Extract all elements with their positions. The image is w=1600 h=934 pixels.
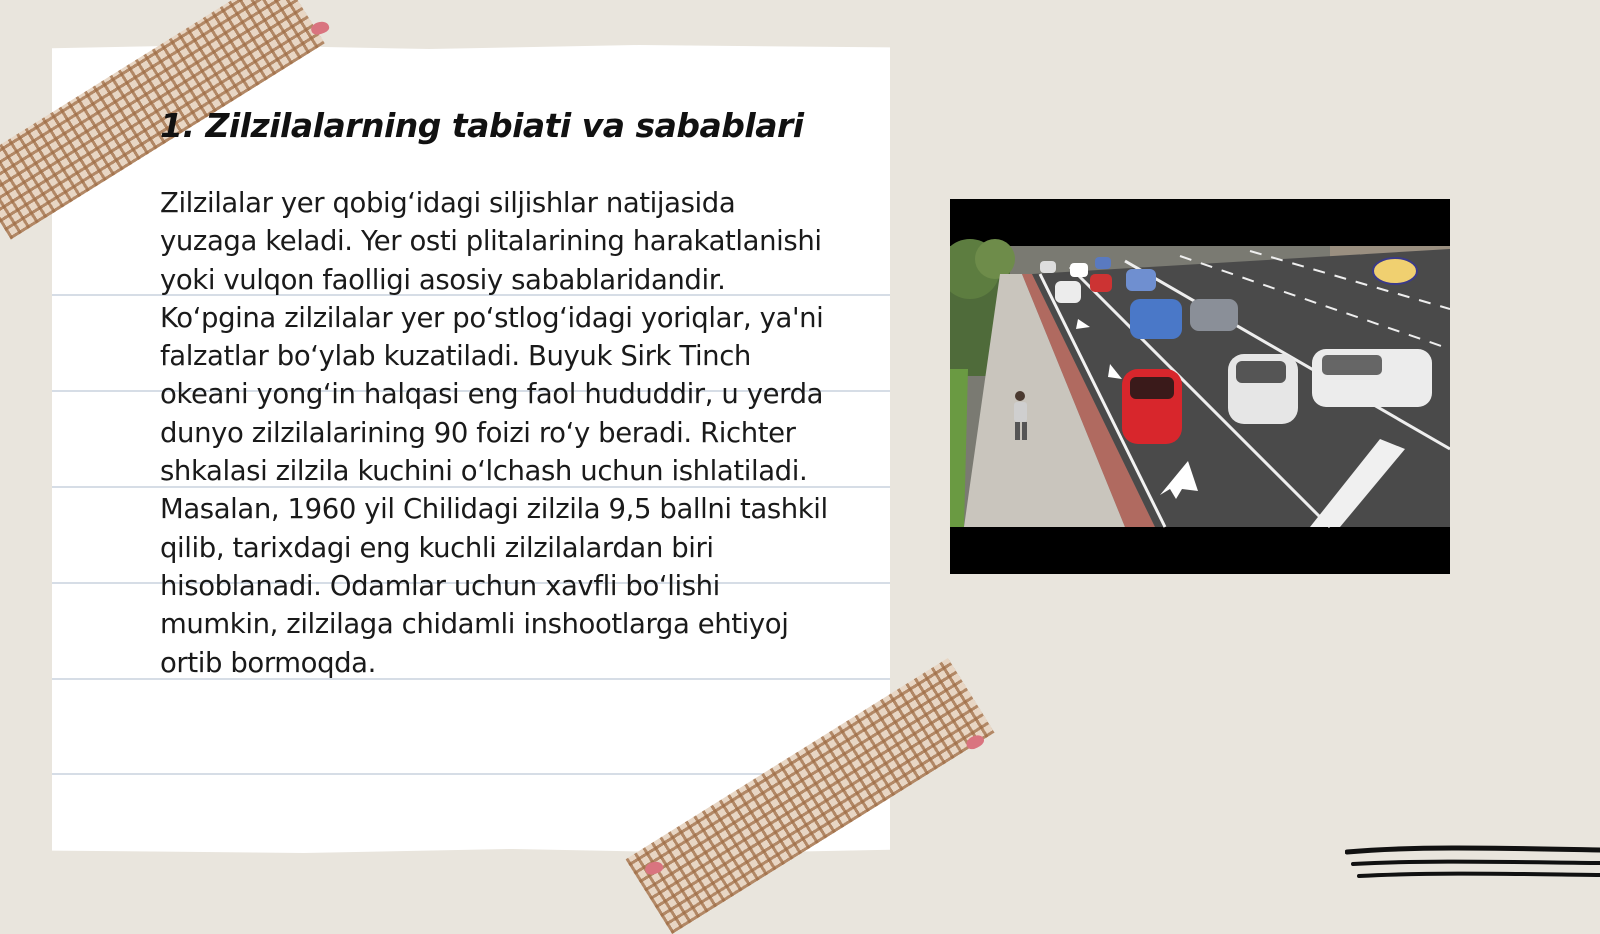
street-video-thumbnail xyxy=(950,199,1450,574)
decorative-strokes xyxy=(1345,842,1600,900)
street-scene xyxy=(950,239,1450,527)
slide-title: 1. Zilzilalarning tabiati va sabablari xyxy=(160,106,804,145)
slide-body-text: Zilzilalar yer qobig‘idagi siljishlar natijasida yuzaga keladi. Yer osti plitalarining harakatlanishi yoki vulqon faolligi asosiy sabablaridandir. Ko‘pgina zilzilalar yer po‘stlog‘idagi yoriqlar, ya'ni falzatlar bo‘ylab kuzatiladi. Buyuk Sirk Tinch okeani yong‘in halqasi eng faol hududdir, u yerda dunyo zilzilalarining 90 foizi ro‘y beradi. Richter shkalasi zilzila kuchini o‘lchash uchun ishlatiladi. Masalan, 1960 yil Chilidagi zilzila 9,5 ballni tashkil qilib, tarixdagi eng kuchli zilzilalardan biri hisoblanadi. Odamlar uchun xavfli bo‘lishi mumkin, zilzilaga chidamli inshootlarga ehtiyoj ortib bormoqda. xyxy=(160,187,828,679)
street-video[interactable] xyxy=(950,199,1450,574)
